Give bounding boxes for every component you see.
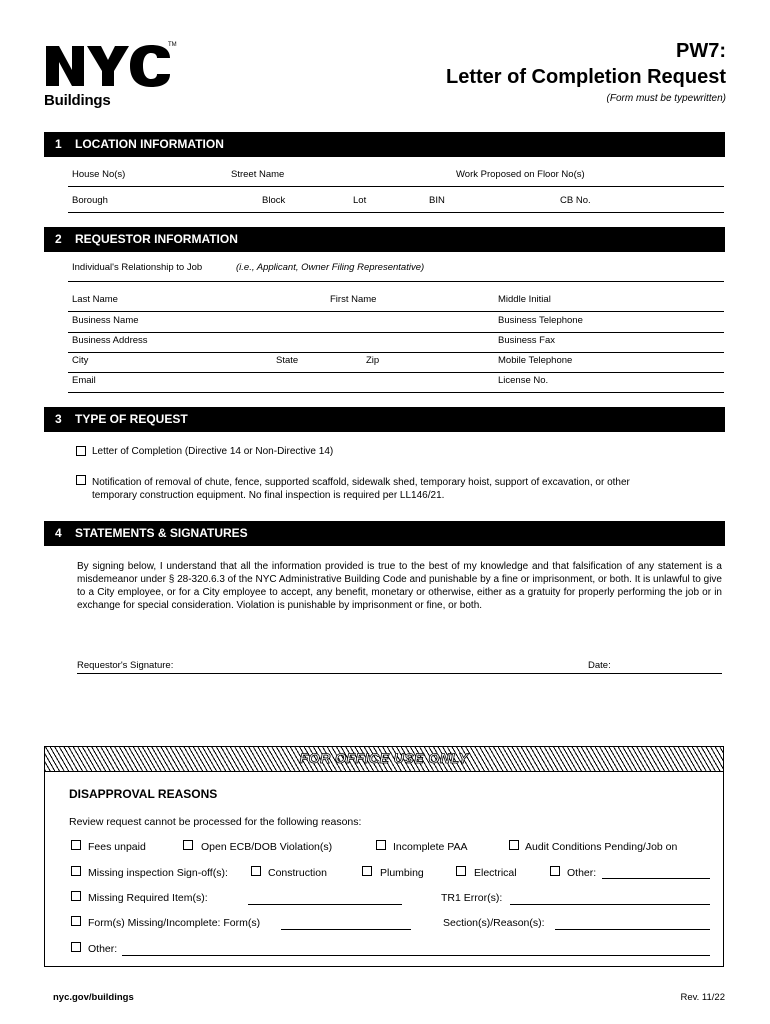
signature-label: Requestor's Signature: [77,660,174,671]
tr1-error-label: TR1 Error(s): [441,892,503,904]
section-number: 3 [55,412,62,426]
forms-missing-label: Form(s) Missing/Incomplete: Form(s) [88,917,261,929]
other-short-label: Other: [567,867,597,879]
section-title: REQUESTOR INFORMATION [75,232,238,246]
other-long-checkbox[interactable] [71,942,81,952]
missing-signoffs-checkbox[interactable] [71,866,81,876]
business-telephone-label: Business Telephone [498,315,583,326]
section-4-header [44,521,725,546]
disapproval-heading: DISAPPROVAL REASONS [69,787,218,801]
construction-label: Construction [268,867,327,879]
audit-conditions-checkbox[interactable] [509,840,519,850]
disapproval-intro: Review request cannot be processed for the following reasons: [69,816,362,828]
section-reason-label: Section(s)/Reason(s): [443,917,545,929]
footer-url[interactable]: nyc.gov/buildings [53,992,134,1003]
section-number: 2 [55,232,62,246]
signature-line[interactable] [77,673,722,674]
location-row-2[interactable] [68,192,724,213]
fees-unpaid-label: Fees unpaid [88,841,146,853]
missing-items-checkbox[interactable] [71,891,81,901]
construction-checkbox[interactable] [251,866,261,876]
section-reason-line[interactable] [555,929,710,930]
removal-notification-label-line2: temporary construction equipment. No final inspection is required per LL146/21. [92,490,445,501]
zip-label: Zip [366,355,380,366]
logo-subtitle: Buildings [44,92,111,109]
relationship-row[interactable] [68,259,724,282]
removal-notification-label-line1: Notification of removal of chute, fence, supported scaffold, sidewalk shed, temporary hoist, support of excavation, or other [92,477,630,488]
incomplete-paa-checkbox[interactable] [376,840,386,850]
plumbing-label: Plumbing [380,867,424,879]
date-label: Date: [588,660,611,671]
section-2-header [44,227,725,252]
section-number: 4 [55,526,62,540]
bin-label: BIN [429,195,445,206]
name-row[interactable] [68,291,724,312]
location-row-1[interactable] [68,166,724,187]
relationship-example: (i.e., Applicant, Owner Filing Representative) [236,262,425,273]
borough-label: Borough [72,195,108,206]
forms-missing-checkbox[interactable] [71,916,81,926]
letter-of-completion-checkbox[interactable] [76,446,86,456]
fees-unpaid-checkbox[interactable] [71,840,81,850]
footer-revision: Rev. 11/22 [680,992,725,1003]
statement-text: By signing below, I understand that all the information provided is true to the best of my knowledge and that falsification of any statement is a misdemeanor under § 28-320.6.3 of the NYC Administrative Building Code and punishable by a fine or imprisonment, or both. It is unlawful to give to a City employee, or for a City employee to accept, any benefit, monetary or otherwise, either as a gratuity for properly performing the job or in exchange for special consideration. Violation is punishable by imprisonment or fine, or both. [77,561,722,611]
logo-trademark: TM [168,42,177,48]
house-no-label: House No(s) [72,169,126,180]
plumbing-checkbox[interactable] [362,866,372,876]
email-row[interactable] [68,372,724,393]
audit-conditions-label: Audit Conditions Pending/Job on [525,841,678,853]
city-row[interactable] [68,352,724,373]
middle-initial-label: Middle Initial [498,294,551,305]
section-title: STATEMENTS & SIGNATURES [75,526,248,540]
license-no-label: License No. [498,375,549,386]
business-address-row[interactable] [68,332,724,353]
missing-signoffs-label: Missing inspection Sign-off(s): [88,867,228,879]
other-long-label: Other: [88,943,118,955]
section-title: TYPE OF REQUEST [75,412,188,426]
section-1-header [44,132,725,157]
cb-no-label: CB No. [560,195,591,206]
missing-items-label: Missing Required Item(s): [88,892,208,904]
form-note: (Form must be typewritten) [606,93,726,104]
incomplete-paa-label: Incomplete PAA [393,841,468,853]
first-name-label: First Name [330,294,377,305]
relationship-label: Individual's Relationship to Job [72,262,203,273]
section-title: LOCATION INFORMATION [75,137,224,151]
work-floor-label: Work Proposed on Floor No(s) [456,169,585,180]
office-use-title: FOR OFFICE USE ONLY [299,750,469,766]
removal-notification-checkbox[interactable] [76,475,86,485]
other-short-checkbox[interactable] [550,866,560,876]
tr1-error-line[interactable] [510,904,710,905]
letter-of-completion-label: Letter of Completion (Directive 14 or Non-Directive 14) [92,446,334,457]
lot-label: Lot [353,195,367,206]
state-label: State [276,355,299,366]
last-name-label: Last Name [72,294,118,305]
electrical-checkbox[interactable] [456,866,466,876]
form-code: PW7: [676,40,726,62]
other-long-line[interactable] [122,955,710,956]
section-3-header [44,407,725,432]
open-ecb-label: Open ECB/DOB Violation(s) [201,841,333,853]
form-title: Letter of Completion Request [445,66,726,88]
business-name-row[interactable] [68,312,724,333]
business-address-label: Business Address [72,335,148,346]
business-name-label: Business Name [72,315,139,326]
street-name-label: Street Name [231,169,285,180]
office-use-box [44,746,724,967]
forms-missing-line[interactable] [281,929,411,930]
nyc-logo [44,40,174,92]
open-ecb-checkbox[interactable] [183,840,193,850]
city-label: City [72,355,89,366]
section-number: 1 [55,137,62,151]
block-label: Block [262,195,286,206]
business-fax-label: Business Fax [498,335,556,346]
electrical-label: Electrical [474,867,517,879]
office-use-banner [45,747,723,772]
other-short-line[interactable] [602,878,710,879]
email-label: Email [72,375,96,386]
missing-items-line[interactable] [248,904,402,905]
mobile-telephone-label: Mobile Telephone [498,355,573,366]
